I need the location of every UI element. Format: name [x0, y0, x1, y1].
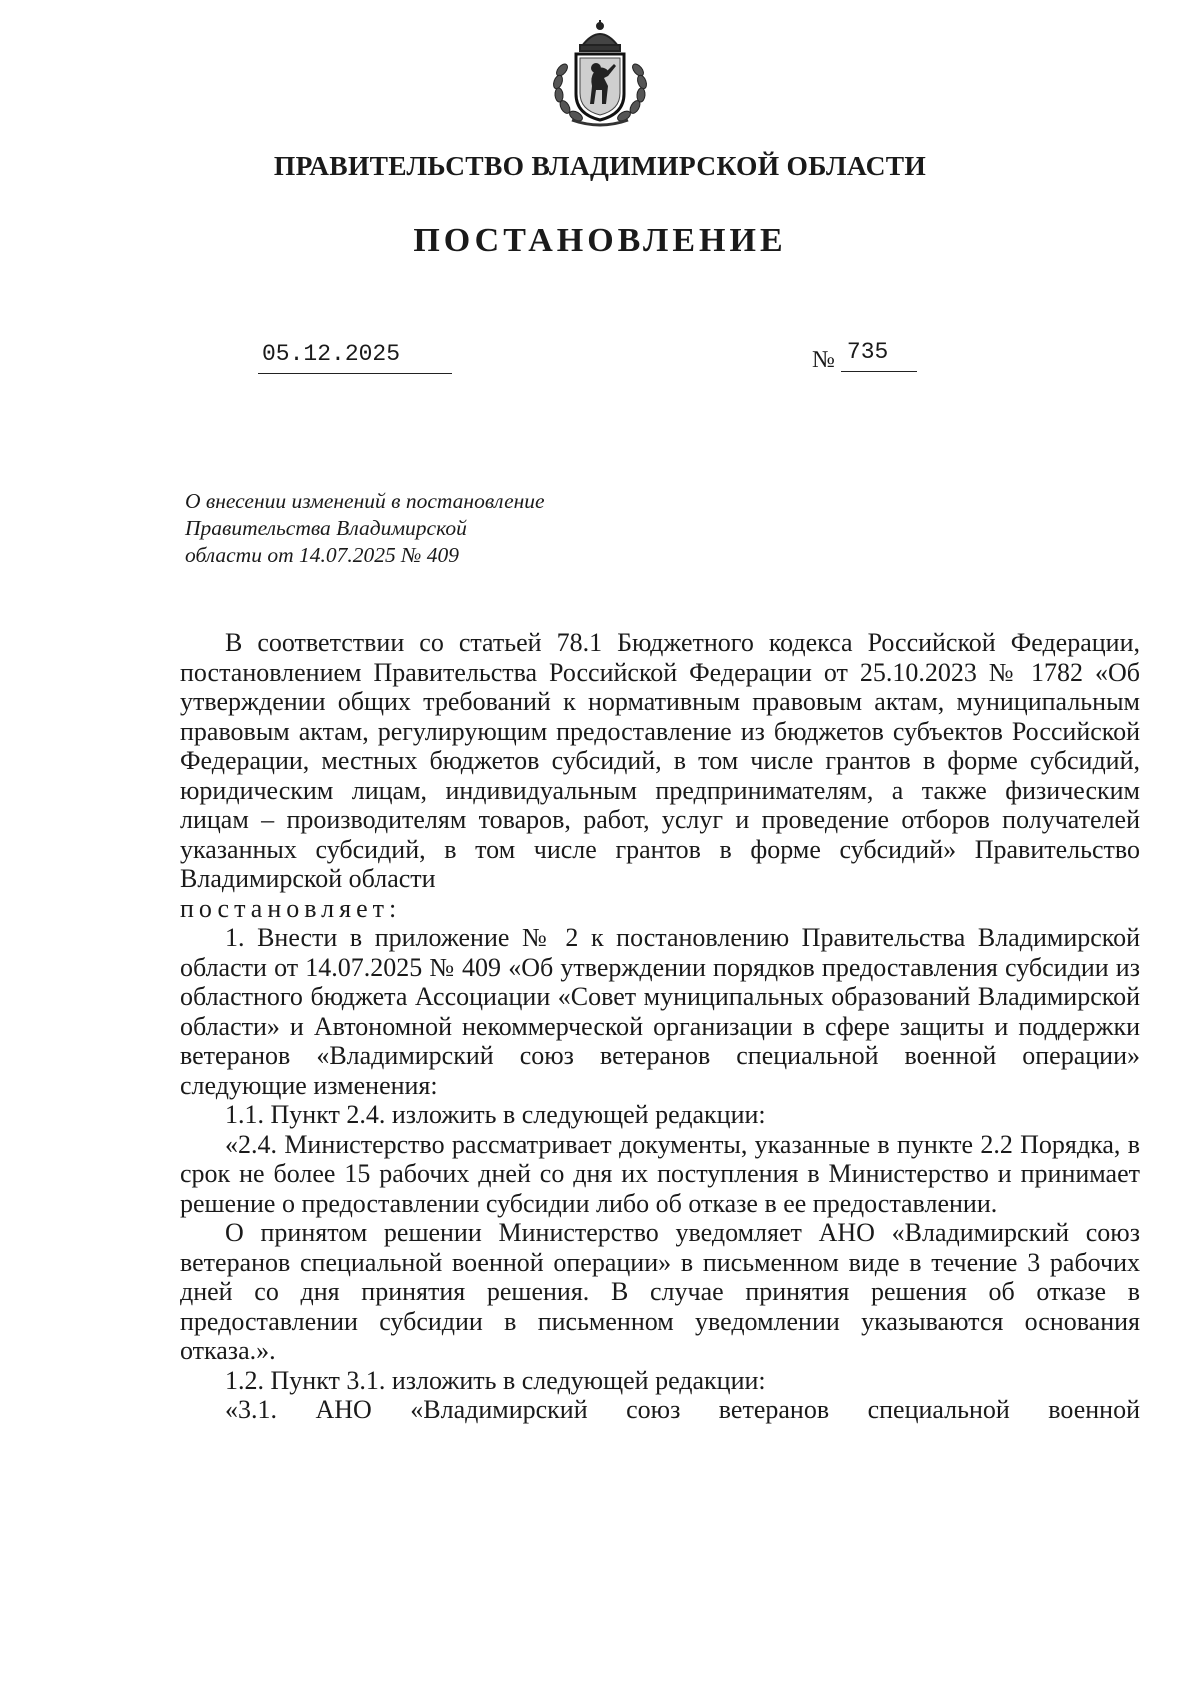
government-title: ПРАВИТЕЛЬСТВО ВЛАДИМИРСКОЙ ОБЛАСТИ: [273, 150, 927, 181]
body-paragraph: 1.1. Пункт 2.4. изложить в следующей редакции:: [225, 1100, 766, 1129]
document-body: [180, 628, 1140, 1425]
subject-line: области от 14.07.2025 № 409: [185, 543, 459, 567]
crown-icon: [580, 20, 620, 51]
subject-line: О внесении изменений в постановление: [185, 489, 545, 513]
document-number: 735: [841, 339, 917, 372]
number-sign: №: [812, 347, 835, 373]
body-paragraph: 1.2. Пункт 3.1. изложить в следующей редакции:: [225, 1365, 766, 1395]
body-paragraph: В соответствии со статьей 78.1 Бюджетного кодекса Российской Федерации, постановлением Правительства Российской Федерации от 25.10.2023 № 1782 «Об утверждении общих требований к нормативным правовым актам, муниципальным правовым актам, регулирующим предоставление из бюджетов субъектов Российской Федерации, местных бюджетов субсидий, в том числе грантов в форме субсидий, юридическим лицам, индивидуальным предпринимателям, а также физическим лицам – производителям товаров, работ, услуг и проведение отборов получателей указанных субсидий, в том числе грантов в форме субсидий» Правительство Владимирской области: [180, 628, 1140, 893]
body-paragraph: О принятом решении Министерство уведомляет АНО «Владимирский союз ветеранов специальной военной операции» в письменном виде в течение 3 рабочих дней со дня принятия решения. В случае принятия решения об отказе в предоставлении субсидии в письменном уведомлении указываются основания отказа.».: [180, 1218, 1140, 1365]
document-date: 05.12.2025: [258, 341, 452, 374]
document-number-field: [812, 341, 917, 374]
body-paragraph: «3.1. АНО «Владимирский союз ветеранов специальной военной: [225, 1395, 1140, 1424]
decree-word: постановляет:: [180, 893, 402, 923]
document-type-title: ПОСТАНОВЛЕНИЕ: [413, 222, 787, 259]
coat-of-arms-icon: [532, 20, 668, 128]
body-paragraph: 1. Внести в приложение № 2 к постановлению Правительства Владимирской области от 14.07.2025 № 409 «Об утверждении порядков предоставления субсидии из областного бюджета Ассоциации «Совет муниципальных образований Владимирской области» и Автономной некоммерческой организации в сфере защиты и поддержки ветеранов «Владимирский союз ветеранов специальной военной операции» следующие изменения:: [180, 923, 1140, 1100]
subject-line: Правительства Владимирской: [185, 516, 467, 540]
document-subject: [185, 488, 645, 569]
body-paragraph: «2.4. Министерство рассматривает документы, указанные в пункте 2.2 Порядка, в срок не более 15 рабочих дней со дня их поступления в Министерство и принимает решение о предоставлении субсидии либо об отказе в ее предоставлении.: [180, 1129, 1140, 1218]
